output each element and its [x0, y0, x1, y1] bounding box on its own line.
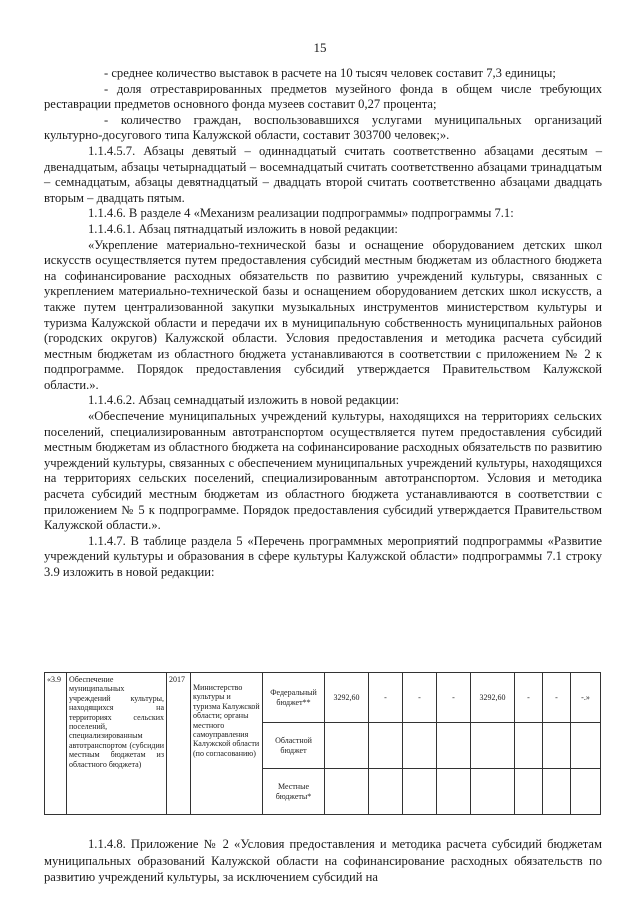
- year-value: [403, 723, 437, 769]
- year-value: [571, 723, 601, 769]
- document-body: [44, 66, 602, 581]
- paragraph: 1.1.4.6.2. Абзац семнадцатый изложить в новой редакции:: [88, 393, 400, 408]
- year-value: -: [515, 673, 543, 723]
- year-value: -: [369, 673, 403, 723]
- year-cell: 2017: [167, 673, 191, 815]
- row-number: «3.9: [45, 673, 67, 815]
- year-value: [437, 723, 471, 769]
- year-value: [515, 723, 543, 769]
- year-value: [471, 723, 515, 769]
- paragraph: 1.1.4.6.1. Абзац пятнадцатый изложить в новой редакции:: [88, 221, 398, 236]
- year-value: [571, 769, 601, 815]
- year-value: [543, 723, 571, 769]
- year-value: [437, 769, 471, 815]
- year-value: [543, 769, 571, 815]
- total-cell: [325, 723, 369, 769]
- page-number: 15: [313, 40, 327, 55]
- paragraph: - количество граждан, воспользовавшихся услугами муниципальных организаций культурно-досугового типа Калужской области, составит 303700 человек;».: [44, 112, 602, 143]
- year-value: [369, 723, 403, 769]
- executor-cell: Министерство культуры и туризма Калужской области; органы местного самоуправления Калужской области (по согласованию): [191, 673, 263, 815]
- paragraph: - доля отреставрированных предметов музейного фонда в общем числе требующих реставрации предметов основного фонда музеев составит 0,27 процента;: [44, 81, 602, 112]
- year-value: [471, 769, 515, 815]
- year-value: -.»: [571, 673, 601, 723]
- year-value: -: [437, 673, 471, 723]
- activity-name: Обеспечение муниципальных учреждений культуры, находящихся на территориях сельских поселений, специализированным автотранспортом (субсидии местным бюджетам из областного бюджета): [67, 673, 167, 815]
- funding-source: Местные бюджеты*: [263, 769, 325, 815]
- paragraph: - среднее количество выставок в расчете на 10 тысяч человек составит 7,3 единицы;: [104, 66, 556, 80]
- funding-source: Федеральный бюджет**: [263, 673, 325, 723]
- paragraph: «Обеспечение муниципальных учреждений культуры, находящихся на территориях сельских поселений, специализированным автотранспортом осуществляется путем предоставления субсидий местным бюджетам из областного бюджета на софинансирование расходных обязательств по развитию учреждений культуры, связанных с обеспечением муниципальных учреждений культуры, находящихся на территориях сельских поселений, специализированным автотранспортом. Условия и методика расчета субсидий местным бюджетам из областного бюджета устанавливаются в соответствии с приложением № 5 к подпрограмме. Порядок предоставления субсидий утверждается Правительством Калужской области.».: [44, 409, 602, 533]
- program-table: [44, 672, 601, 815]
- total-cell: 3292,60: [325, 673, 369, 723]
- year-value: [403, 769, 437, 815]
- funding-source: Областной бюджет: [263, 723, 325, 769]
- total-cell: [325, 769, 369, 815]
- paragraph: 1.1.4.5.7. Абзацы девятый – одиннадцатый считать соответственно абзацами десятым – двенадцатым, абзацы четырнадцатый – восемнадцатый считать соответственно абзацами тринадцатым – семнадцатым, абзацы девятнадцатый – двадцать второй считать соответственно абзацами двадцать вторым – двадцать пятым.: [44, 143, 602, 205]
- year-value: -: [543, 673, 571, 723]
- year-value: [369, 769, 403, 815]
- paragraph: 1.1.4.8. Приложение № 2 «Условия предоставления и методика расчета субсидий бюджетам муниципальных образований Калужской области на софинансирование расходных обязательств по развитию учреждений культуры, за исключением субсидий на: [44, 837, 602, 884]
- paragraph: 1.1.4.7. В таблице раздела 5 «Перечень программных мероприятий подпрограммы «Развитие учреждений культуры и образования в сфере культуры Калужской области» подпрограммы 7.1 строку 3.9 изложить в новой редакции:: [44, 533, 602, 579]
- year-value: -: [403, 673, 437, 723]
- year-value: [515, 769, 543, 815]
- table-row: [45, 673, 601, 723]
- paragraph: «Укрепление материально-технической базы и оснащение оборудованием детских школ искусств осуществляется путем предоставления субсидий местным бюджетам из областного бюджета на софинансирование расходных обязательств по развитию учреждений культуры, связанных с укреплением материально-технической базы и оснащением оборудованием детских школ искусств, а также путем централизованной закупки музыкальных инструментов министерством культуры и туризма Калужской области и передачи их в муниципальную собственность муниципальных районов (городских округов) Калужской области. Условия предоставления и методика расчета субсидий местным бюджетам из областного бюджета устанавливаются в соответствии с приложением № 2 к подпрограмме. Порядок предоставления субсидий утверждается Правительством Калужской области.».: [44, 237, 602, 392]
- year-value: 3292,60: [471, 673, 515, 723]
- paragraph: 1.1.4.6. В разделе 4 «Механизм реализации подпрограммы» подпрограммы 7.1:: [88, 206, 514, 221]
